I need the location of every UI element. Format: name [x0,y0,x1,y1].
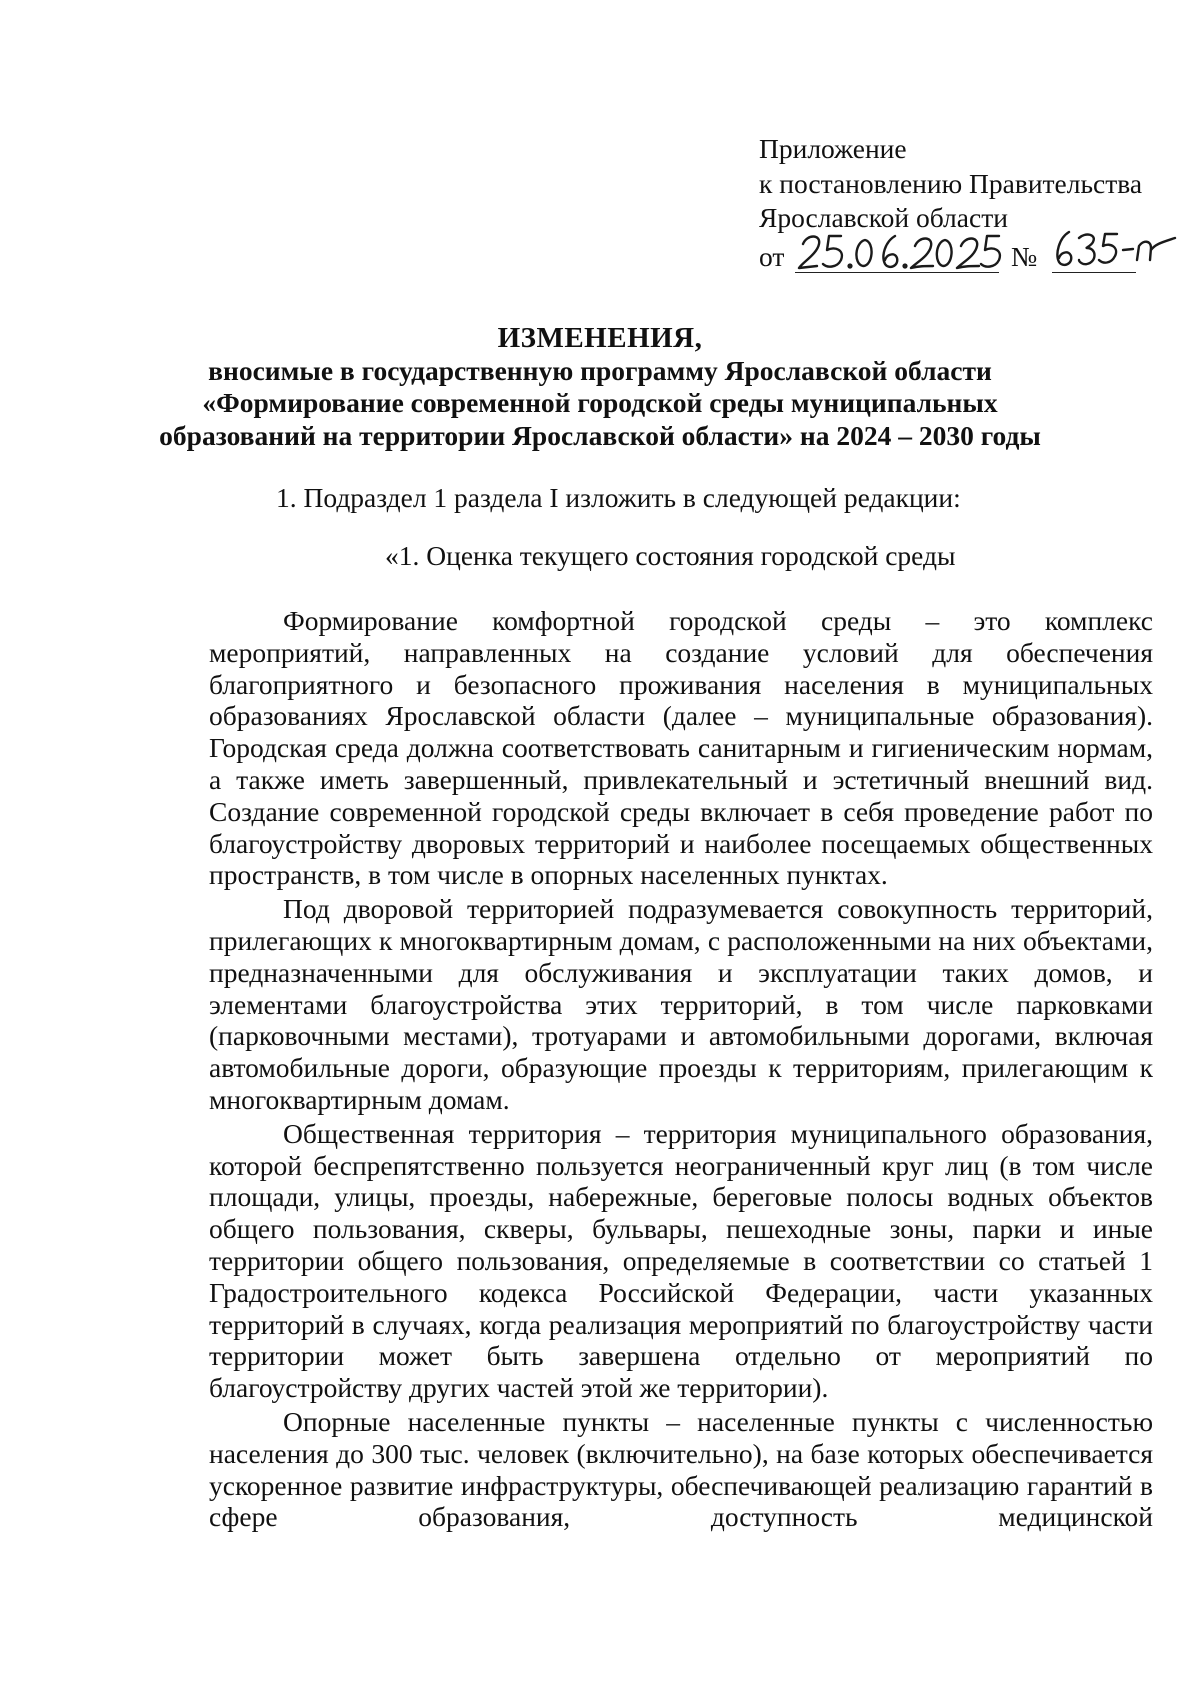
order-date-number-line [759,236,1142,274]
amendment-item-1: 1. Подраздел 1 раздела I изложить в следующей редакции: [276,482,961,513]
date-prefix: от [759,240,785,272]
paragraph: Формирование комфортной городской среды – это комплекс мероприятий, направленных на создание условий для обеспечения благоприятного и безопасного проживания населения в муниципальных образованиях Ярославской области (далее – муниципальные образования). Городская среда должна соответствовать санитарным и гигиеническим нормам, а также иметь завершенный, привлекательный и эстетичный внешний вид. Создание современной городской среды включает в себя проведение работ по благоустройству дворовых территорий и наиболее посещаемых общественных пространств, в том числе в опорных населенных пунктах. [209,605,1153,891]
paragraph: Под дворовой территорией подразумевается совокупность территорий, прилегающих к многоквартирным домам, с расположенными на них объектами, предназначенными для обслуживания и эксплуатации таких домов, и элементами благоустройства этих территорий, в том числе парковками (парковочными местами), тротуарами и автомобильными дорогами, включая автомобильные дороги, образующие проезды к территориям, прилегающим к многоквартирным домам. [209,893,1153,1115]
paragraph: Общественная территория – территория муниципального образования, которой беспрепятственно пользуется неограниченный круг лиц (в том числе площади, улицы, проезды, набережные, береговые полосы водных объектов общего пользования, скверы, бульвары, пешеходные зоны, парки и иные территории общего пользования, определяемые в соответствии со статьей 1 Градостроительного кодекса Российской Федерации, части указанных территорий в случаях, когда реализация мероприятий по благоустройству части территории может быть завершена отдельно от мероприятий по благоустройству других частей этой же территории). [209,1117,1153,1404]
heading-line-4: образований на территории Ярославской области» на 2024 – 2030 годы [159,419,1041,451]
heading-line-2: вносимые в государственную программу Ярославской области [208,354,992,386]
paragraph: Опорные населенные пункты – населенные пункты с численностью населения до 300 тыс. человек (включительно), на базе которых обеспечивается ускоренное развитие инфраструктуры, обеспечивающей реализацию гарантий в сфере образования, доступность медицинской [209,1405,1153,1533]
handwritten-date [795,226,1005,276]
number-sign: № [1011,240,1038,272]
heading-title: ИЗМЕНЕНИЯ, [497,322,703,354]
body-text [209,605,1153,1533]
appendix-title: Приложение [759,133,907,164]
subsection-title: «1. Оценка текущего состояния городской среды [385,540,956,571]
heading-line-3: «Формирование современной городской среды муниципальных [202,387,998,418]
appendix-region: Ярославской области [759,202,1008,233]
appendix-block [759,132,1142,274]
appendix-resolution-ref: к постановлению Правительства [759,167,1143,199]
handwritten-number [1051,224,1181,274]
document-heading [0,322,1200,452]
